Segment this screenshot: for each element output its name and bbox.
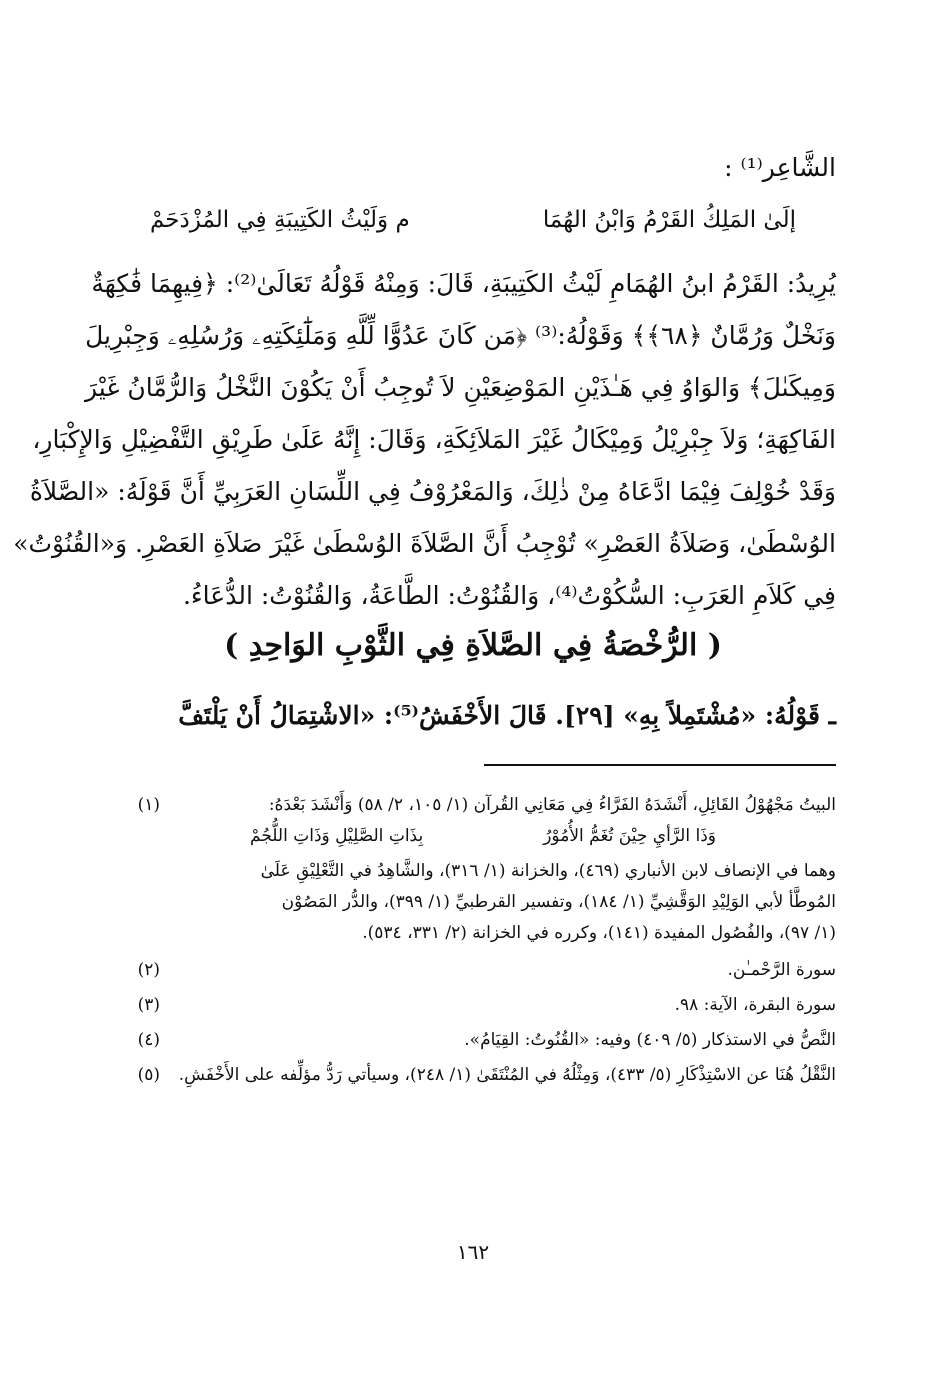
poem-verse bbox=[150, 207, 796, 233]
footnotes bbox=[110, 790, 836, 1091]
footnote-divider bbox=[484, 764, 836, 766]
footnote-number: (٥) bbox=[137, 1065, 160, 1085]
footnote-4 bbox=[110, 1025, 836, 1056]
verse-second-hemistich: م وَلَيْثُ الكَتِيبَةِ فِي المُزْدَحَمْ bbox=[150, 207, 410, 233]
section-heading: ( الرُّخْصَةُ فِي الصَّلاَةِ فِي الثَّوْبِ الوَاحِدِ ) bbox=[224, 628, 722, 663]
footnote-line: سورة البقرة، الآية: ٩٨. bbox=[674, 995, 836, 1015]
footnote-line: النَّصُّ في الاستذكار (٥/ ٤٠٩) وفيه: «القُنُوتُ: القِيَامُ». bbox=[464, 1030, 836, 1050]
footnote-verse-first: وَذَا الرَّأيِ حِيْنَ تُغَمُّ الأُمُوْرُ bbox=[543, 826, 716, 846]
lead-line bbox=[110, 142, 836, 194]
footnote-1 bbox=[110, 790, 836, 852]
footnote-line: وهما في الإنصاف لابن الأنباري (٤٦٩)، والخزانة (١/ ٣١٦)، والشَّاهِدُ في التَّعْلِيْقِ عَلَىٰ bbox=[260, 861, 836, 881]
lead-text: الشَّاعِر⁽¹⁾ : bbox=[724, 153, 836, 182]
page-number: ١٦٢ bbox=[456, 1240, 490, 1264]
footnote-line: النَّقْلُ هُنَا عن الاسْتِذْكَارِ (٥/ ٤٣٣)، وَمِثْلُهُ في المُنْتَقَىٰ (١/ ٢٤٨)، وسيأتي رَدُّ مؤلِّفه على الأَخْفَشِ. bbox=[178, 1065, 836, 1085]
paragraph-line: وَنَخْلٌ وَرُمَّانٌ ﴿٦٨﴾﴾ وَقَوْلُهُ:⁽³⁾ ﴿مَن كَانَ عَدُوًّا لِّلَّهِ وَمَلَٰٓئِكَتِهِۦ وَرُسُلِهِۦ وَجِبْرِيلَ bbox=[85, 321, 836, 350]
main-paragraph bbox=[13, 258, 836, 622]
footnote-line: سورة الرَّحْمـٰن. bbox=[727, 960, 836, 980]
paragraph-line: الوُسْطَىٰ، وَصَلاَةُ العَصْرِ» تُوْجِبُ أَنَّ الصَّلاَةَ الوُسْطَىٰ غَيْرَ صَلاَةِ العَصْرِ. وَ«القُنُوْتُ» bbox=[13, 529, 836, 558]
paragraph-line: الفَاكِهَةِ؛ وَلاَ جِبْرِيْلُ وَمِيْكَالُ غَيْرَ المَلاَئِكَةِ، وَقَالَ: إِنَّهُ عَلَىٰ طَرِيْقِ التَّفْضِيْلِ وَالإِكْبَارِ، bbox=[32, 425, 836, 454]
section-first-line bbox=[110, 690, 836, 742]
footnote-3 bbox=[110, 990, 836, 1021]
footnote-line: المُوطَّأ لأبي الوَلِيْدِ الوَقَّشِيِّ (١/ ١٨٤)، وتفسير القرطبيِّ (١/ ٣٩٩)، والدُّر المَصُوْن bbox=[281, 892, 836, 912]
paragraph-line: وَمِيكَىٰلَ﴾ وَالوَاوُ فِي هَـٰذَيْنِ المَوْضِعَيْنِ لاَ تُوجِبُ أَنْ يَكُوْنَ النَّخْلُ وَالرُّمَّانُ غَيْرَ bbox=[85, 373, 836, 402]
footnote-number: (٢) bbox=[137, 960, 160, 980]
paragraph-line: فِي كَلاَمِ العَرَبِ: السُّكُوْتُ⁽⁴⁾، وَالقُنُوْتُ: الطَّاعَةُ، وَالقُنُوْتُ: الدُّعَاءُ. bbox=[182, 581, 836, 610]
footnote-5 bbox=[110, 1060, 836, 1091]
footnote-verse bbox=[160, 821, 836, 852]
footnote-line: (١/ ٩٧)، والفُصُول المفيدة (١٤١)، وكرره في الخزانة (٢/ ٣٣١، ٥٣٤). bbox=[362, 923, 836, 943]
footnote-number: (١) bbox=[137, 795, 160, 815]
footnote-line: البيتُ مَجْهُوْلُ القَائِلِ، أَنْشَدَهُ الفَرَّاءُ فِي مَعَانِي القُرآن (١/ ١٠٥، ٢/ ٥٨) وَأَنْشَدَ بَعْدَهُ: bbox=[268, 795, 836, 815]
footnote-verse-second: بِذَاتِ الصَّلِيْلِ وَذَاتِ اللُّجُمْ bbox=[250, 826, 424, 846]
paragraph-line: يُرِيدُ: القَرْمُ ابنُ الهُمَامِ لَيْثُ الكَتِيبَةِ، قَالَ: وَمِنْهُ قَوْلُهُ تَعَالَىٰ⁽²⁾: ﴿فِيهِمَا فَٰكِهَةٌ bbox=[91, 269, 836, 298]
verse-first-hemistich: إلَىٰ المَلِكُ القَرْمُ وَابْنُ الهُمَا bbox=[542, 207, 796, 233]
section-line: ـ قَوْلُهُ: «مُشْتَمِلاً بِهِ» [٢٩]. قَالَ الأَخْفَشُ⁽⁵⁾: «الاشْتِمَالُ أَنْ يَلْتَفَّ bbox=[178, 701, 836, 730]
paragraph-line: وَقَدْ خُوْلِفَ فِيْمَا ادَّعَاهُ مِنْ ذٰلِكَ، وَالمَعْرُوْفُ فِي اللِّسَانِ العَرَبِيِّ أَنَّ قَوْلَهُ: «الصَّلاَةُ bbox=[29, 477, 836, 506]
footnote-2 bbox=[110, 955, 836, 986]
footnote-number: (٤) bbox=[137, 1030, 160, 1050]
footnote-number: (٣) bbox=[137, 995, 160, 1015]
